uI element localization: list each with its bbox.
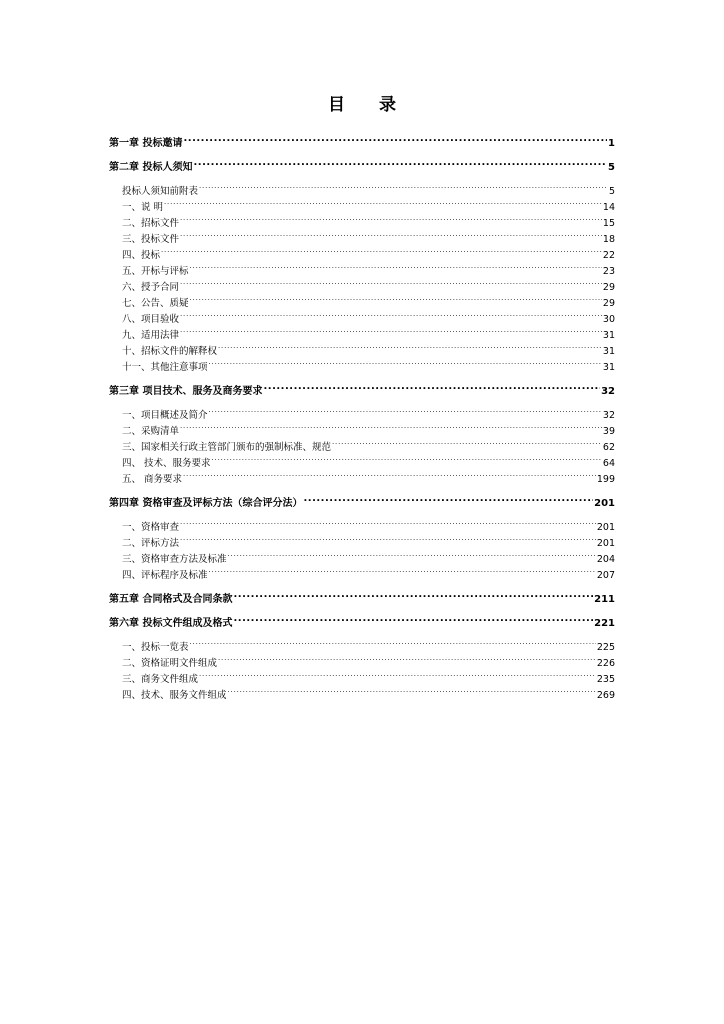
toc-page: 62 — [602, 442, 615, 453]
leader-dots — [161, 249, 602, 259]
leader-dots — [233, 592, 593, 602]
toc-page: 31 — [602, 330, 615, 341]
leader-dots — [209, 361, 602, 371]
leader-dots — [228, 553, 596, 563]
table-of-contents — [109, 136, 615, 704]
toc-label: 七、公告、质疑 — [122, 298, 189, 309]
leader-dots — [233, 616, 593, 626]
toc-page: 221 — [594, 618, 615, 629]
toc-label: 一、投标一览表 — [122, 642, 189, 653]
toc-label: 一、项目概述及简介 — [122, 410, 208, 421]
leader-dots — [190, 297, 602, 307]
toc-section[interactable] — [109, 568, 615, 584]
toc-label: 二、评标方法 — [122, 538, 180, 549]
toc-section[interactable] — [109, 472, 615, 488]
toc-chapter-1[interactable] — [109, 136, 615, 151]
toc-label: 四、评标程序及标准 — [122, 570, 208, 581]
toc-page: 207 — [596, 570, 615, 581]
leader-dots — [199, 673, 596, 683]
toc-page: 29 — [602, 282, 615, 293]
toc-section[interactable] — [109, 216, 615, 232]
toc-label: 第五章 合同格式及合同条款 — [109, 594, 233, 605]
leader-dots — [190, 641, 596, 651]
toc-page: 5 — [608, 162, 615, 173]
toc-chapter-6[interactable] — [109, 616, 615, 631]
toc-page: 39 — [602, 426, 615, 437]
toc-label: 四、投标 — [122, 250, 161, 261]
toc-label: 一、资格审查 — [122, 522, 180, 533]
leader-dots — [180, 313, 602, 323]
toc-label: 四、 技术、服务要求 — [122, 458, 211, 469]
leader-dots — [180, 233, 602, 243]
toc-label: 三、资格审查方法及标准 — [122, 554, 227, 565]
leader-dots — [303, 496, 593, 506]
toc-page: 201 — [596, 538, 615, 549]
toc-section[interactable] — [109, 408, 615, 424]
toc-page: 1 — [608, 138, 615, 149]
toc-page: 211 — [594, 594, 615, 605]
toc-page: 226 — [596, 658, 615, 669]
toc-page: 64 — [602, 458, 615, 469]
toc-page: 31 — [602, 362, 615, 373]
toc-page: 204 — [596, 554, 615, 565]
toc-chapter-4[interactable] — [109, 496, 615, 511]
toc-section[interactable] — [109, 312, 615, 328]
toc-label: 六、授予合同 — [122, 282, 180, 293]
toc-label: 第六章 投标文件组成及格式 — [109, 618, 233, 629]
toc-page: 23 — [602, 266, 615, 277]
toc-label: 一、说 明 — [122, 202, 164, 213]
leader-dots — [212, 457, 602, 467]
leader-dots — [190, 265, 602, 275]
toc-section[interactable] — [109, 264, 615, 280]
toc-label: 五、开标与评标 — [122, 266, 189, 277]
leader-dots — [164, 201, 602, 211]
toc-label: 投标人须知前附表 — [122, 186, 199, 197]
toc-section[interactable] — [109, 656, 615, 672]
toc-section[interactable] — [109, 200, 615, 216]
toc-section[interactable] — [109, 440, 615, 456]
toc-page: 18 — [602, 234, 615, 245]
toc-label: 三、投标文件 — [122, 234, 180, 245]
toc-section[interactable] — [109, 248, 615, 264]
toc-section[interactable] — [109, 328, 615, 344]
toc-title: 目 录 — [328, 95, 410, 115]
toc-label: 三、商务文件组成 — [122, 674, 199, 685]
toc-chapter-3[interactable] — [109, 384, 615, 399]
toc-section[interactable] — [109, 688, 615, 704]
toc-label: 十、招标文件的解释权 — [122, 346, 218, 357]
toc-section[interactable] — [109, 640, 615, 656]
toc-label: 第二章 投标人须知 — [109, 162, 193, 173]
leader-dots — [183, 473, 596, 483]
toc-label: 十一、其他注意事项 — [122, 362, 208, 373]
leader-dots — [180, 537, 596, 547]
leader-dots — [199, 185, 608, 195]
leader-dots — [180, 281, 602, 291]
toc-section[interactable] — [109, 184, 615, 200]
leader-dots — [193, 160, 607, 170]
toc-page: 225 — [596, 642, 615, 653]
leader-dots — [263, 384, 600, 394]
toc-label: 第四章 资格审查及评标方法（综合评分法） — [109, 498, 303, 509]
toc-label: 九、适用法律 — [122, 330, 180, 341]
toc-label: 五、 商务要求 — [122, 474, 183, 485]
toc-section[interactable] — [109, 672, 615, 688]
toc-section[interactable] — [109, 456, 615, 472]
leader-dots — [183, 136, 607, 146]
toc-page: 5 — [608, 186, 615, 197]
toc-section[interactable] — [109, 280, 615, 296]
toc-page: 31 — [602, 346, 615, 357]
toc-section[interactable] — [109, 536, 615, 552]
toc-page: 14 — [602, 202, 615, 213]
toc-page: 30 — [602, 314, 615, 325]
toc-section[interactable] — [109, 424, 615, 440]
toc-label: 二、资格证明文件组成 — [122, 658, 218, 669]
toc-section[interactable] — [109, 360, 615, 376]
leader-dots — [180, 521, 596, 531]
toc-section[interactable] — [109, 232, 615, 248]
toc-label: 八、项目验收 — [122, 314, 180, 325]
toc-label: 第一章 投标邀请 — [109, 138, 183, 149]
toc-page: 32 — [601, 386, 615, 397]
toc-page: 32 — [602, 410, 615, 421]
toc-label: 三、国家相关行政主管部门颁布的强制标准、规范 — [122, 442, 332, 453]
leader-dots — [180, 217, 602, 227]
leader-dots — [209, 569, 596, 579]
toc-section[interactable] — [109, 552, 615, 568]
toc-page: 269 — [596, 690, 615, 701]
toc-label: 四、技术、服务文件组成 — [122, 690, 227, 701]
toc-label: 二、采购清单 — [122, 426, 180, 437]
leader-dots — [332, 441, 602, 451]
toc-page: 15 — [602, 218, 615, 229]
toc-page: 29 — [602, 298, 615, 309]
toc-page: 201 — [594, 498, 615, 509]
toc-page: 22 — [602, 250, 615, 261]
toc-chapter-2[interactable] — [109, 160, 615, 175]
leader-dots — [180, 329, 602, 339]
toc-page: 201 — [596, 522, 615, 533]
leader-dots — [218, 657, 596, 667]
toc-page: 199 — [596, 474, 615, 485]
toc-page: 235 — [596, 674, 615, 685]
toc-section[interactable] — [109, 296, 615, 312]
toc-section[interactable] — [109, 344, 615, 360]
leader-dots — [180, 425, 602, 435]
leader-dots — [209, 409, 602, 419]
toc-chapter-5[interactable] — [109, 592, 615, 607]
leader-dots — [228, 689, 596, 699]
toc-label: 第三章 项目技术、服务及商务要求 — [109, 386, 263, 397]
leader-dots — [218, 345, 602, 355]
toc-label: 二、招标文件 — [122, 218, 180, 229]
toc-section[interactable] — [109, 520, 615, 536]
